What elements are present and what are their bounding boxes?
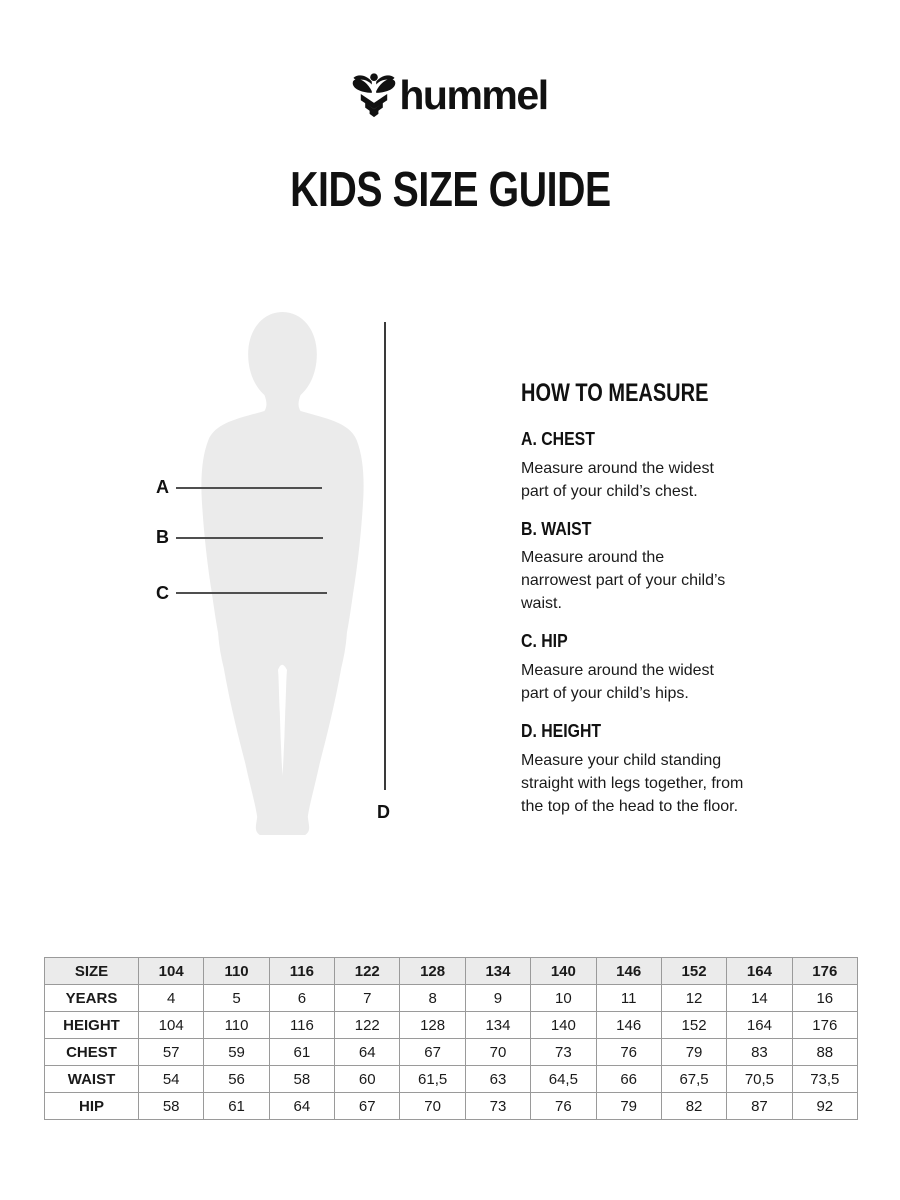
table-cell: 8 bbox=[400, 985, 465, 1012]
table-cell: 176 bbox=[792, 1012, 857, 1039]
row-label: WAIST bbox=[45, 1066, 139, 1093]
table-cell: 64,5 bbox=[531, 1066, 596, 1093]
row-label: YEARS bbox=[45, 985, 139, 1012]
table-cell: 67,5 bbox=[661, 1066, 726, 1093]
table-cell: 82 bbox=[661, 1093, 726, 1120]
table-cell: 152 bbox=[661, 1012, 726, 1039]
chest-measure-line bbox=[176, 487, 322, 489]
measure-section-height bbox=[521, 721, 771, 818]
marker-d-label: D bbox=[377, 802, 390, 822]
table-cell: 92 bbox=[792, 1093, 857, 1120]
table-cell: 110 bbox=[204, 1012, 269, 1039]
size-table-column-header: 164 bbox=[727, 958, 792, 985]
height-measure-line bbox=[384, 322, 386, 790]
how-to-measure-panel bbox=[521, 381, 771, 834]
section-heading: A. CHEST bbox=[521, 429, 595, 449]
measure-section-chest bbox=[521, 429, 771, 503]
table-cell: 60 bbox=[335, 1066, 400, 1093]
table-cell: 70 bbox=[465, 1039, 530, 1066]
row-label: CHEST bbox=[45, 1039, 139, 1066]
table-cell: 11 bbox=[596, 985, 661, 1012]
table-cell: 57 bbox=[139, 1039, 204, 1066]
section-body: Measure around the widest part of your child’s chest. bbox=[521, 459, 714, 500]
section-heading: C. HIP bbox=[521, 631, 568, 652]
section-heading: D. HEIGHT bbox=[521, 721, 602, 742]
table-cell: 64 bbox=[335, 1039, 400, 1066]
table-cell: 70,5 bbox=[727, 1066, 792, 1093]
size-table-row bbox=[45, 1066, 858, 1093]
table-cell: 61,5 bbox=[400, 1066, 465, 1093]
table-cell: 56 bbox=[204, 1066, 269, 1093]
table-cell: 59 bbox=[204, 1039, 269, 1066]
size-table-column-header: 110 bbox=[204, 958, 269, 985]
table-cell: 61 bbox=[204, 1093, 269, 1120]
table-cell: 79 bbox=[661, 1039, 726, 1066]
table-cell: 134 bbox=[465, 1012, 530, 1039]
size-table-body bbox=[45, 958, 858, 1120]
measure-section-hip bbox=[521, 631, 771, 705]
table-cell: 54 bbox=[139, 1066, 204, 1093]
table-cell: 104 bbox=[139, 1012, 204, 1039]
table-cell: 67 bbox=[400, 1039, 465, 1066]
table-cell: 9 bbox=[465, 985, 530, 1012]
marker-a-label: A bbox=[156, 477, 169, 497]
marker-c-label: C bbox=[156, 583, 169, 603]
size-table-column-header: 152 bbox=[661, 958, 726, 985]
page-title: KIDS SIZE GUIDE bbox=[289, 162, 611, 217]
table-cell: 116 bbox=[269, 1012, 334, 1039]
table-cell: 12 bbox=[661, 985, 726, 1012]
section-body: Measure around the widest part of your child’s hips. bbox=[521, 662, 714, 703]
table-cell: 140 bbox=[531, 1012, 596, 1039]
table-cell: 76 bbox=[531, 1093, 596, 1120]
table-cell: 66 bbox=[596, 1066, 661, 1093]
size-table-row bbox=[45, 1093, 858, 1120]
table-cell: 146 bbox=[596, 1012, 661, 1039]
table-cell: 76 bbox=[596, 1039, 661, 1066]
size-table-column-header: 104 bbox=[139, 958, 204, 985]
table-cell: 122 bbox=[335, 1012, 400, 1039]
table-cell: 7 bbox=[335, 985, 400, 1012]
size-table-row bbox=[45, 1039, 858, 1066]
table-cell: 58 bbox=[139, 1093, 204, 1120]
table-cell: 4 bbox=[139, 985, 204, 1012]
table-cell: 83 bbox=[727, 1039, 792, 1066]
table-cell: 61 bbox=[269, 1039, 334, 1066]
table-cell: 14 bbox=[727, 985, 792, 1012]
size-table-column-header: 122 bbox=[335, 958, 400, 985]
size-table-column-header: 146 bbox=[596, 958, 661, 985]
size-table-row bbox=[45, 985, 858, 1012]
table-cell: 73,5 bbox=[792, 1066, 857, 1093]
table-cell: 64 bbox=[269, 1093, 334, 1120]
row-label: HIP bbox=[45, 1093, 139, 1120]
table-cell: 73 bbox=[465, 1093, 530, 1120]
section-heading: B. WAIST bbox=[521, 518, 592, 539]
brand-logo bbox=[0, 72, 900, 119]
table-cell: 87 bbox=[727, 1093, 792, 1120]
table-cell: 73 bbox=[531, 1039, 596, 1066]
waist-measure-line bbox=[176, 537, 323, 539]
table-cell: 67 bbox=[335, 1093, 400, 1120]
table-cell: 5 bbox=[204, 985, 269, 1012]
section-body: Measure around the narrowest part of your child’s waist. bbox=[521, 549, 726, 613]
table-cell: 164 bbox=[727, 1012, 792, 1039]
table-cell: 88 bbox=[792, 1039, 857, 1066]
size-table bbox=[44, 957, 858, 1120]
size-table-column-header: 134 bbox=[465, 958, 530, 985]
size-table-corner-header: SIZE bbox=[45, 958, 139, 985]
table-cell: 63 bbox=[465, 1066, 530, 1093]
marker-b-label: B bbox=[156, 527, 169, 547]
measure-section-waist bbox=[521, 519, 771, 616]
table-cell: 128 bbox=[400, 1012, 465, 1039]
size-table-column-header: 176 bbox=[792, 958, 857, 985]
table-cell: 70 bbox=[400, 1093, 465, 1120]
table-cell: 16 bbox=[792, 985, 857, 1012]
size-table-header-row bbox=[45, 958, 858, 985]
size-table-column-header: 128 bbox=[400, 958, 465, 985]
table-cell: 79 bbox=[596, 1093, 661, 1120]
how-to-measure-heading: HOW TO MEASURE bbox=[521, 379, 709, 407]
table-cell: 6 bbox=[269, 985, 334, 1012]
size-table-row bbox=[45, 1012, 858, 1039]
table-cell: 58 bbox=[269, 1066, 334, 1093]
section-body: Measure your child standing straight with legs together, from the top of the head to the floor. bbox=[521, 751, 744, 815]
size-table-column-header: 140 bbox=[531, 958, 596, 985]
size-table-column-header: 116 bbox=[269, 958, 334, 985]
row-label: HEIGHT bbox=[45, 1012, 139, 1039]
child-silhouette-image bbox=[165, 308, 400, 838]
brand-wordmark: hummel bbox=[399, 72, 548, 118]
table-cell: 10 bbox=[531, 985, 596, 1012]
hip-measure-line bbox=[176, 592, 327, 594]
hummel-bee-icon bbox=[352, 72, 396, 119]
